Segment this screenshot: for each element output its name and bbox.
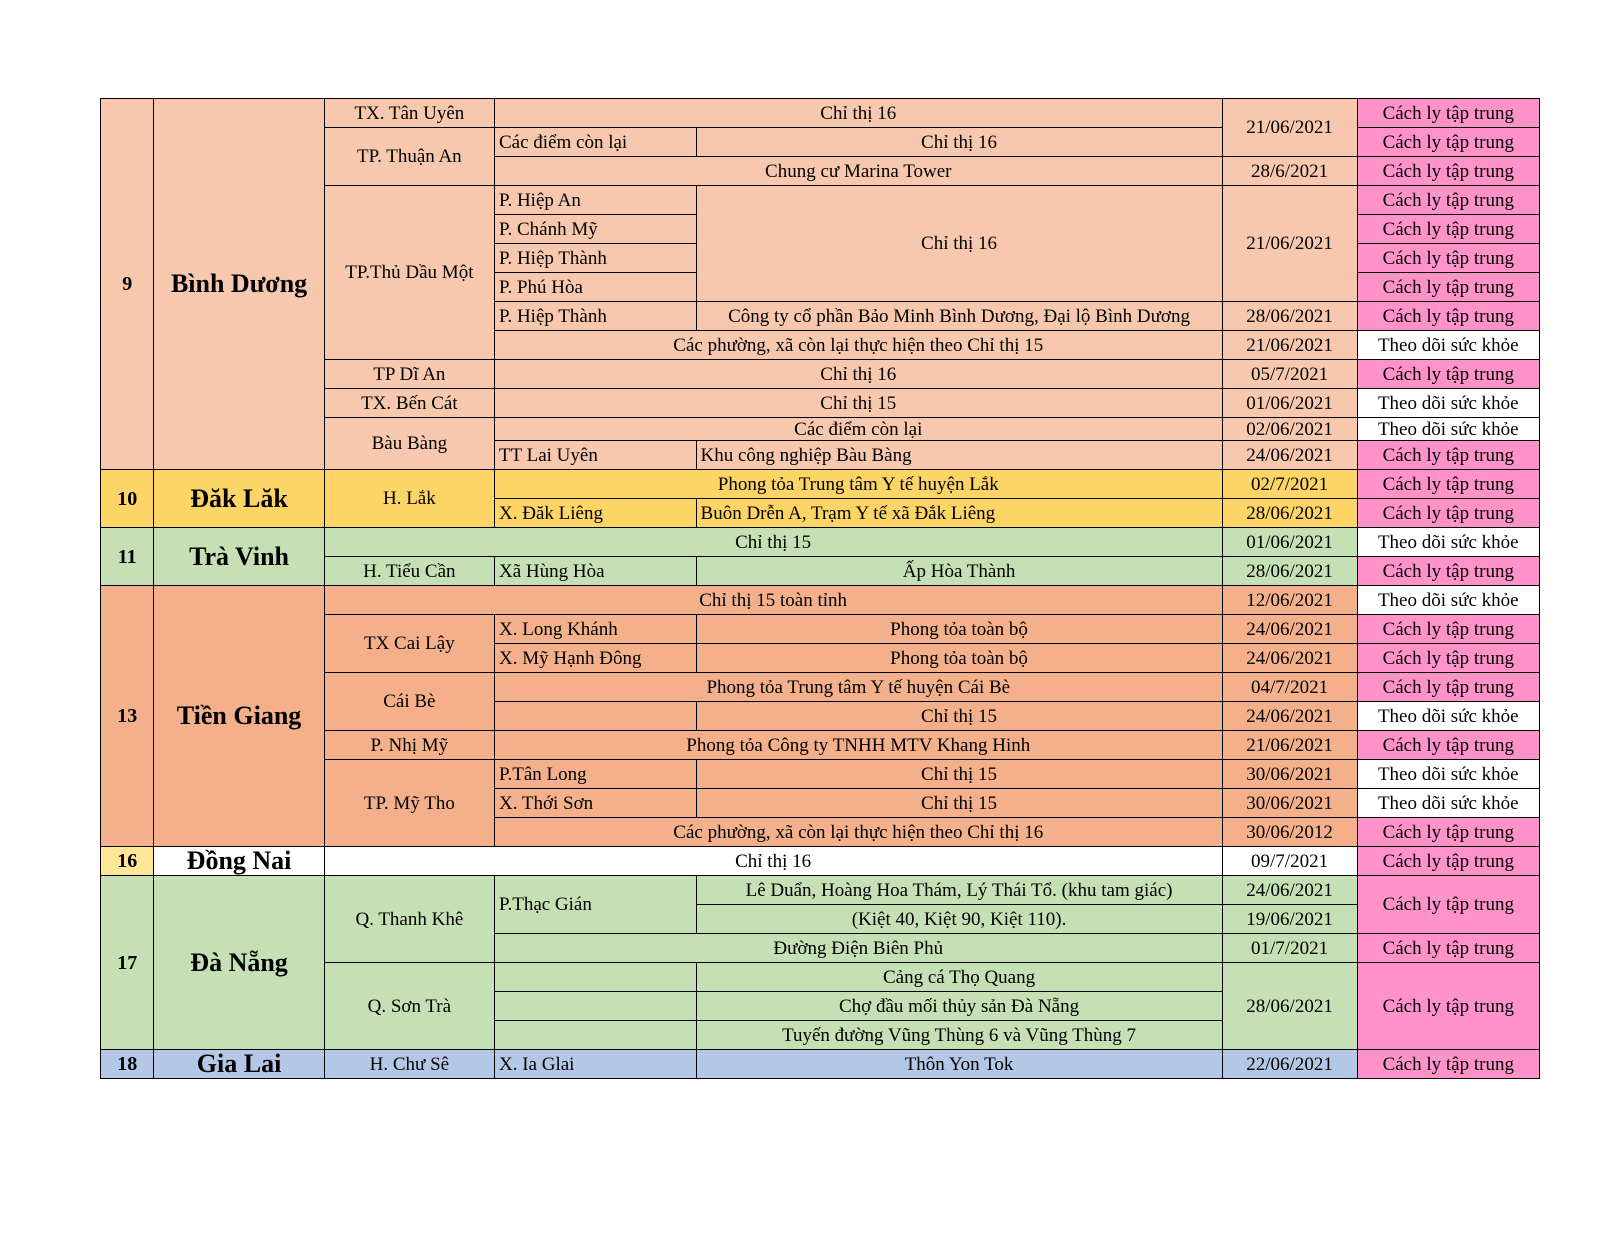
ward-cell: Các điểm còn lại <box>495 128 697 157</box>
scope-cell: Phong tỏa Trung tâm Y tế huyện Lắk <box>495 470 1223 499</box>
date-cell: 01/06/2021 <box>1222 389 1357 418</box>
detail-cell: Thôn Yon Tok <box>696 1050 1222 1079</box>
province-no: 18 <box>101 1050 154 1079</box>
district-cell: TP.Thủ Dầu Một <box>324 186 494 360</box>
detail-cell: Tuyến đường Vũng Thùng 6 và Vũng Thùng 7 <box>696 1021 1222 1050</box>
district-cell: TX. Bến Cát <box>324 389 494 418</box>
scope-cell: Phong tỏa Trung tâm Y tế huyện Cái Bè <box>495 673 1223 702</box>
province-name: Đà Nẵng <box>154 876 324 1050</box>
ward-cell: P.Tân Long <box>495 760 697 789</box>
status-cell: Cách ly tập trung <box>1357 360 1539 389</box>
detail-cell: Chỉ thị 16 <box>696 186 1222 302</box>
district-cell: TP Dĩ An <box>324 360 494 389</box>
status-cell: Theo dõi sức khỏe <box>1357 702 1539 731</box>
detail-cell: Phong tỏa toàn bộ <box>696 644 1222 673</box>
status-cell: Cách ly tập trung <box>1357 963 1539 1050</box>
date-cell: 28/06/2021 <box>1222 302 1357 331</box>
district-cell: TX. Tân Uyên <box>324 99 494 128</box>
detail-cell: Công ty cổ phần Bảo Minh Bình Dương, Đại lộ Bình Dương <box>696 302 1222 331</box>
detail-cell: Chợ đầu mối thủy sản Đà Nẵng <box>696 992 1222 1021</box>
date-cell: 12/06/2021 <box>1222 586 1357 615</box>
province-name: Đồng Nai <box>154 847 324 876</box>
ward-cell: X. Đăk Liêng <box>495 499 697 528</box>
date-cell: 24/06/2021 <box>1222 644 1357 673</box>
district-cell: Cái Bè <box>324 673 494 731</box>
ward-cell: P. Chánh Mỹ <box>495 215 697 244</box>
scope-cell: Chung cư Marina Tower <box>495 157 1223 186</box>
province-name: Đăk Lăk <box>154 470 324 528</box>
date-cell: 09/7/2021 <box>1222 847 1357 876</box>
status-cell: Cách ly tập trung <box>1357 186 1539 215</box>
scope-cell: Các phường, xã còn lại thực hiện theo Chỉ thị 16 <box>495 818 1223 847</box>
date-cell: 02/7/2021 <box>1222 470 1357 499</box>
district-cell: Q. Sơn Trà <box>324 963 494 1050</box>
scope-cell: Các phường, xã còn lại thực hiện theo Chỉ thị 15 <box>495 331 1223 360</box>
detail-cell: Chỉ thị 15 <box>696 789 1222 818</box>
status-cell: Cách ly tập trung <box>1357 499 1539 528</box>
district-cell: Q. Thanh Khê <box>324 876 494 963</box>
status-cell: Theo dõi sức khỏe <box>1357 418 1539 441</box>
status-cell: Cách ly tập trung <box>1357 273 1539 302</box>
status-cell: Cách ly tập trung <box>1357 644 1539 673</box>
province-no: 10 <box>101 470 154 528</box>
table-row <box>101 528 1540 557</box>
ward-cell: X. Long Khánh <box>495 615 697 644</box>
status-cell: Cách ly tập trung <box>1357 302 1539 331</box>
scope-cell: Các điểm còn lại <box>495 418 1223 441</box>
status-cell: Cách ly tập trung <box>1357 615 1539 644</box>
date-cell: 24/06/2021 <box>1222 615 1357 644</box>
detail-cell: Chỉ thị 16 <box>696 128 1222 157</box>
ward-cell: Xã Hùng Hòa <box>495 557 697 586</box>
scope-cell: Chỉ thị 16 <box>495 360 1223 389</box>
date-cell: 21/06/2021 <box>1222 99 1357 157</box>
district-cell: H. Tiểu Cần <box>324 557 494 586</box>
detail-cell: Phong tỏa toàn bộ <box>696 615 1222 644</box>
province-no: 17 <box>101 876 154 1050</box>
detail-cell: Chỉ thị 15 <box>696 760 1222 789</box>
zone-table <box>100 98 1540 1079</box>
detail-cell: Ấp Hòa Thành <box>696 557 1222 586</box>
district-cell: H. Chư Sê <box>324 1050 494 1079</box>
detail-cell: (Kiệt 40, Kiệt 90, Kiệt 110). <box>696 905 1222 934</box>
ward-cell: P. Hiệp An <box>495 186 697 215</box>
date-cell: 22/06/2021 <box>1222 1050 1357 1079</box>
status-cell: Cách ly tập trung <box>1357 441 1539 470</box>
scope-cell: Phong tỏa Công ty TNHH MTV Khang Hinh <box>495 731 1223 760</box>
status-cell: Theo dõi sức khỏe <box>1357 760 1539 789</box>
date-cell: 05/7/2021 <box>1222 360 1357 389</box>
district-cell: TP. Mỹ Tho <box>324 760 494 847</box>
province-name: Tiền Giang <box>154 586 324 847</box>
province-no: 9 <box>101 99 154 470</box>
date-cell: 30/06/2012 <box>1222 818 1357 847</box>
date-cell: 04/7/2021 <box>1222 673 1357 702</box>
table-row <box>101 586 1540 615</box>
district-cell: P. Nhị Mỹ <box>324 731 494 760</box>
table-row <box>101 876 1540 905</box>
detail-cell: Khu công nghiệp Bàu Bàng <box>696 441 1222 470</box>
table-row <box>101 470 1540 499</box>
date-cell: 24/06/2021 <box>1222 702 1357 731</box>
status-cell: Cách ly tập trung <box>1357 157 1539 186</box>
scope-cell: Chỉ thị 15 <box>324 528 1222 557</box>
ward-cell <box>495 963 697 992</box>
status-cell: Theo dõi sức khỏe <box>1357 789 1539 818</box>
ward-cell: P. Hiệp Thành <box>495 302 697 331</box>
date-cell: 01/06/2021 <box>1222 528 1357 557</box>
ward-cell: TT Lai Uyên <box>495 441 697 470</box>
ward-cell: X. Ia Glai <box>495 1050 697 1079</box>
province-no: 11 <box>101 528 154 586</box>
ward-cell <box>495 992 697 1021</box>
date-cell: 01/7/2021 <box>1222 934 1357 963</box>
scope-cell: Chỉ thị 16 <box>495 99 1223 128</box>
date-cell: 28/06/2021 <box>1222 557 1357 586</box>
date-cell: 28/06/2021 <box>1222 499 1357 528</box>
ward-cell <box>495 1021 697 1050</box>
date-cell: 21/06/2021 <box>1222 186 1357 302</box>
status-cell: Cách ly tập trung <box>1357 128 1539 157</box>
ward-cell: X. Mỹ Hạnh Đông <box>495 644 697 673</box>
ward-cell: P. Phú Hòa <box>495 273 697 302</box>
date-cell: 21/06/2021 <box>1222 331 1357 360</box>
status-cell: Cách ly tập trung <box>1357 244 1539 273</box>
detail-cell: Chỉ thị 15 <box>696 702 1222 731</box>
status-cell: Cách ly tập trung <box>1357 934 1539 963</box>
status-cell: Cách ly tập trung <box>1357 557 1539 586</box>
date-cell: 19/06/2021 <box>1222 905 1357 934</box>
district-cell: Bàu Bàng <box>324 418 494 470</box>
district-cell: TP. Thuận An <box>324 128 494 186</box>
province-name: Bình Dương <box>154 99 324 470</box>
date-cell: 30/06/2021 <box>1222 760 1357 789</box>
scope-cell: Chỉ thị 16 <box>324 847 1222 876</box>
date-cell: 02/06/2021 <box>1222 418 1357 441</box>
table-row <box>101 847 1540 876</box>
date-cell: 24/06/2021 <box>1222 876 1357 905</box>
date-cell: 24/06/2021 <box>1222 441 1357 470</box>
status-cell: Cách ly tập trung <box>1357 673 1539 702</box>
province-no: 13 <box>101 586 154 847</box>
status-cell: Cách ly tập trung <box>1357 731 1539 760</box>
detail-cell: Lê Duẩn, Hoàng Hoa Thám, Lý Thái Tổ. (khu tam giác) <box>696 876 1222 905</box>
status-cell: Theo dõi sức khỏe <box>1357 389 1539 418</box>
status-cell: Cách ly tập trung <box>1357 470 1539 499</box>
date-cell: 28/06/2021 <box>1222 963 1357 1050</box>
status-cell: Theo dõi sức khỏe <box>1357 331 1539 360</box>
table-row <box>101 99 1540 128</box>
status-cell: Cách ly tập trung <box>1357 818 1539 847</box>
status-cell: Theo dõi sức khỏe <box>1357 528 1539 557</box>
status-cell: Cách ly tập trung <box>1357 847 1539 876</box>
detail-cell: Buôn Drễn A, Trạm Y tế xã Đắk Liêng <box>696 499 1222 528</box>
district-cell: H. Lắk <box>324 470 494 528</box>
scope-cell: Chỉ thị 15 toàn tỉnh <box>324 586 1222 615</box>
ward-cell <box>495 702 697 731</box>
status-cell: Cách ly tập trung <box>1357 876 1539 934</box>
province-name: Gia Lai <box>154 1050 324 1079</box>
status-cell: Cách ly tập trung <box>1357 99 1539 128</box>
detail-cell: Cảng cá Thọ Quang <box>696 963 1222 992</box>
status-cell: Cách ly tập trung <box>1357 1050 1539 1079</box>
status-cell: Theo dõi sức khỏe <box>1357 586 1539 615</box>
date-cell: 30/06/2021 <box>1222 789 1357 818</box>
ward-cell: X. Thới Sơn <box>495 789 697 818</box>
ward-cell: P.Thạc Gián <box>495 876 697 934</box>
scope-cell: Chỉ thị 15 <box>495 389 1223 418</box>
table-row <box>101 1050 1540 1079</box>
province-no: 16 <box>101 847 154 876</box>
status-cell: Cách ly tập trung <box>1357 215 1539 244</box>
district-cell: TX Cai Lậy <box>324 615 494 673</box>
scope-cell: Đường Điện Biên Phủ <box>495 934 1223 963</box>
date-cell: 28/6/2021 <box>1222 157 1357 186</box>
date-cell: 21/06/2021 <box>1222 731 1357 760</box>
ward-cell: P. Hiệp Thành <box>495 244 697 273</box>
province-name: Trà Vinh <box>154 528 324 586</box>
